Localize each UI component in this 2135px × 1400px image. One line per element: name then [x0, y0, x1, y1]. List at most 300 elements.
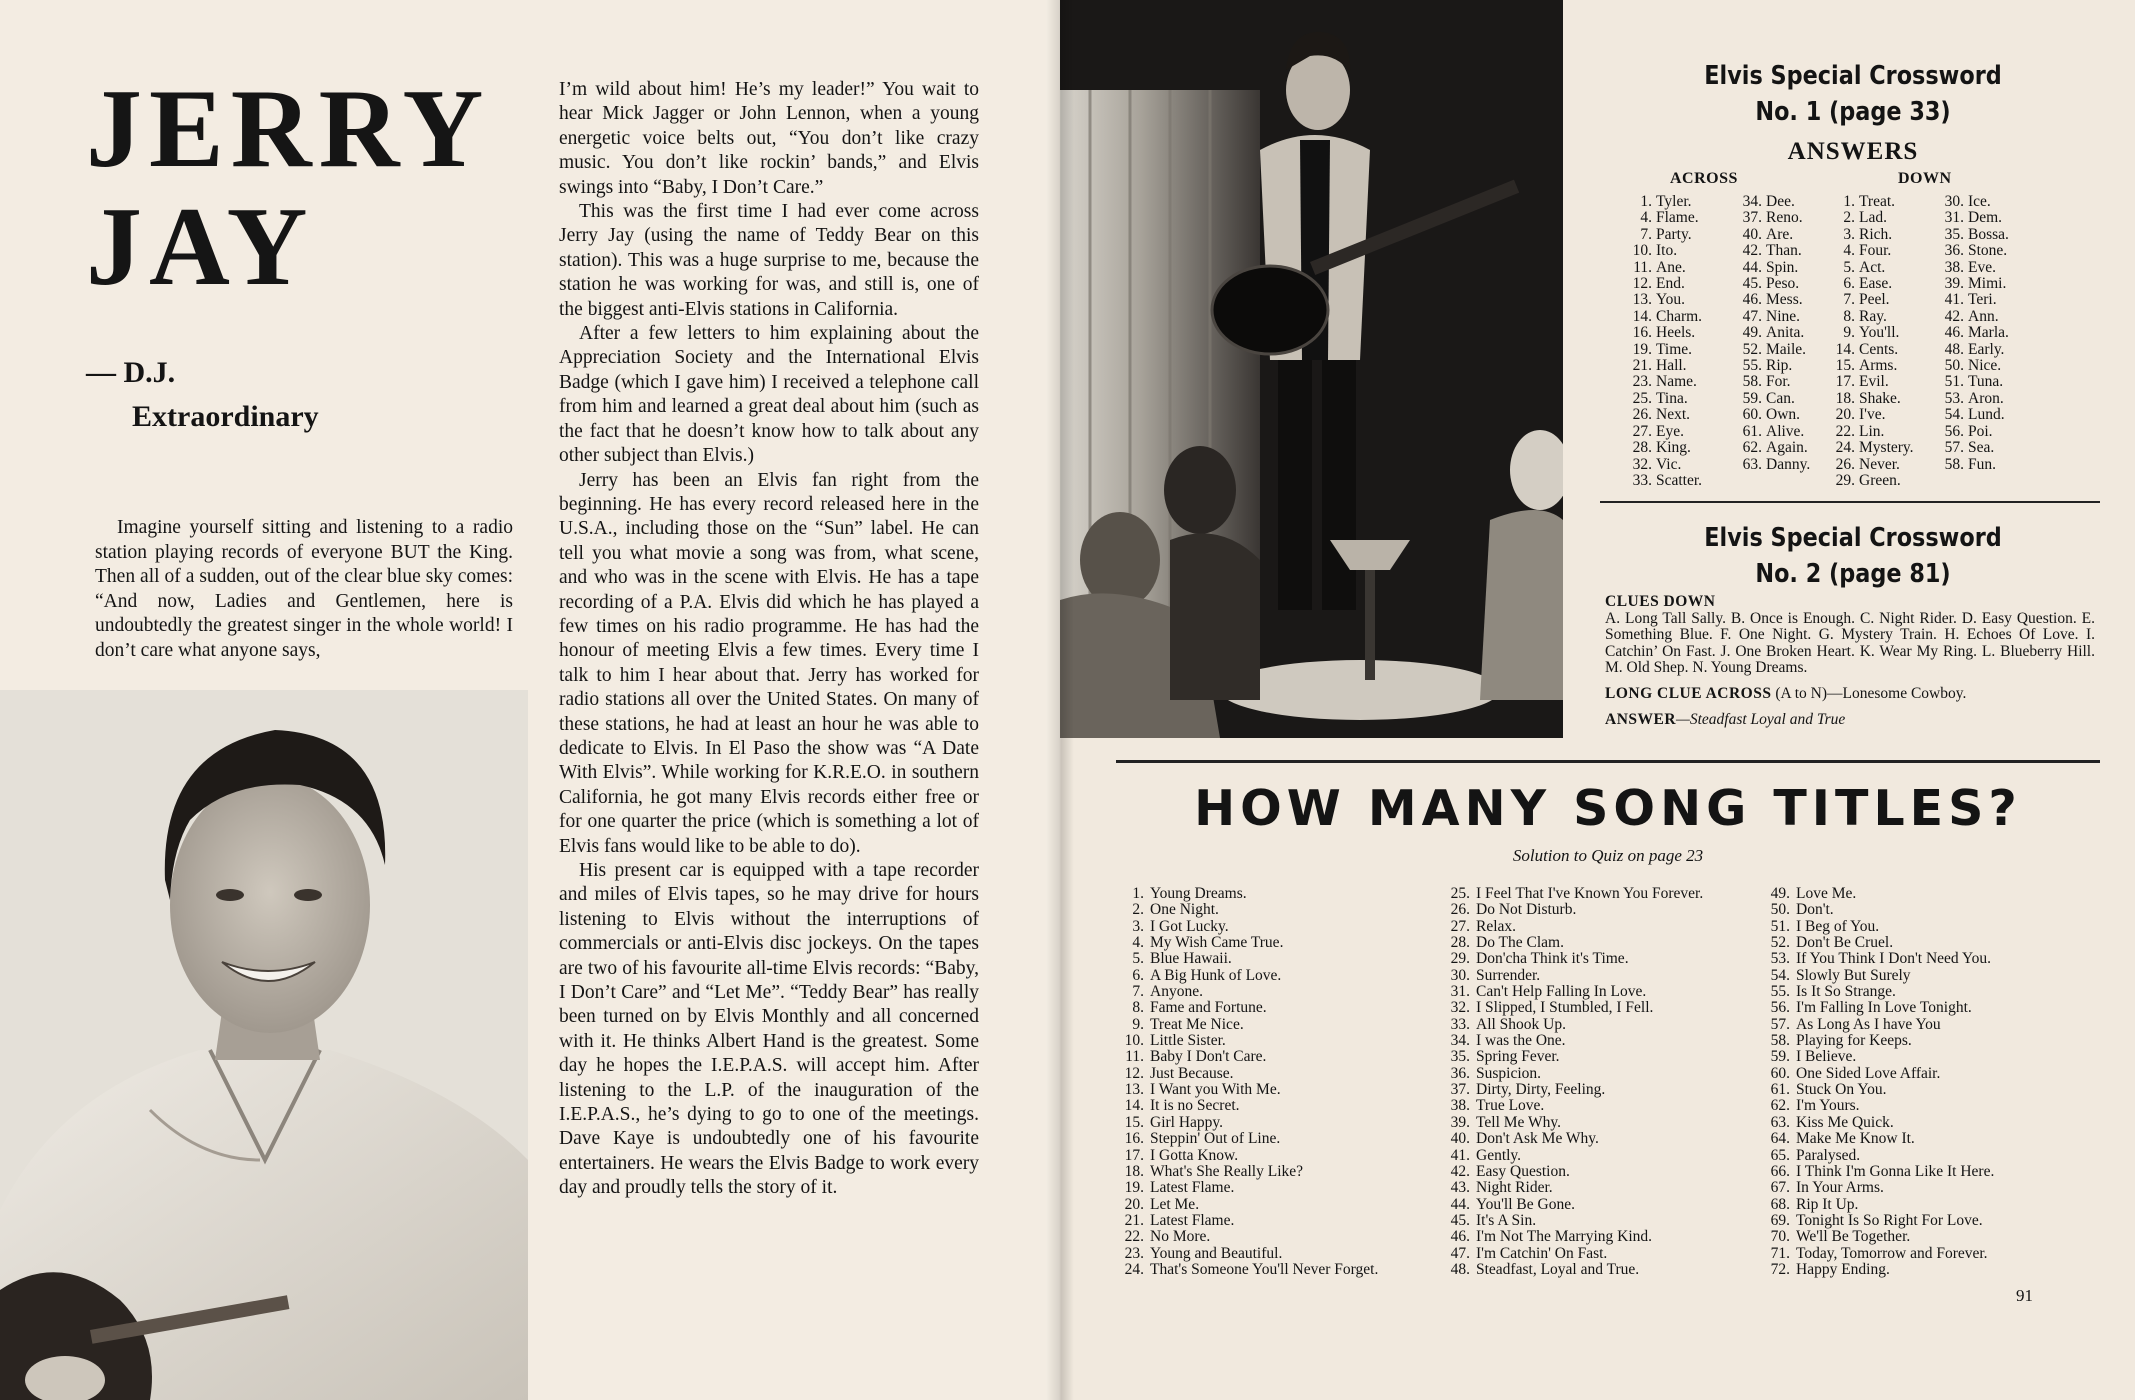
song-title-text: I'm Falling In Love Tonight.: [1796, 999, 1972, 1017]
song-title-text: Little Sister.: [1150, 1032, 1226, 1050]
song-number: 67.: [1770, 1179, 1790, 1197]
song-title-item: [1116, 1115, 1378, 1131]
answer-text: Cents.: [1859, 340, 1899, 358]
answer-text: For.: [1766, 373, 1791, 391]
song-title-item: [1442, 1082, 1703, 1098]
song-title-item: [1762, 1115, 1994, 1131]
crossword2-clues: [1605, 594, 2095, 728]
song-title-text: I'm Not The Marrying Kind.: [1476, 1228, 1652, 1246]
song-title-item: [1762, 935, 1994, 951]
song-title-text: I Think I'm Gonna Like It Here.: [1796, 1162, 1995, 1180]
song-title-item: [1116, 1098, 1378, 1114]
answer-text: Spin.: [1766, 258, 1799, 276]
song-title-text: As Long As I have You: [1796, 1015, 1941, 1033]
clue-number: 3.: [1843, 225, 1855, 243]
answer-item: [1823, 260, 1914, 276]
song-number: 54.: [1770, 966, 1790, 984]
clue-number: 60.: [1742, 406, 1762, 424]
title-line-2: JAY: [86, 185, 315, 309]
clue-number: 6.: [1843, 275, 1855, 293]
answer-text: Danny.: [1766, 455, 1811, 473]
song-title-text: Happy Ending.: [1796, 1260, 1890, 1278]
song-title-item: [1442, 1000, 1703, 1016]
song-number: 3.: [1132, 917, 1144, 935]
song-number: 50.: [1770, 901, 1790, 919]
song-number: 23.: [1124, 1244, 1144, 1262]
song-number: 27.: [1450, 917, 1470, 935]
song-title-item: [1762, 984, 1994, 1000]
song-title-text: We'll Be Together.: [1796, 1228, 1911, 1246]
answer-text: Poi.: [1968, 422, 1993, 440]
clue-number: 28.: [1632, 439, 1652, 457]
clue-number: 24.: [1835, 439, 1855, 457]
clue-number: 4.: [1640, 209, 1652, 227]
answer-text: Time.: [1656, 340, 1693, 358]
answer-text: Vic.: [1656, 455, 1682, 473]
song-title-text: Blue Hawaii.: [1150, 950, 1232, 968]
answer-text: Peso.: [1766, 275, 1800, 293]
clue-number: 51.: [1944, 373, 1964, 391]
song-number: 29.: [1450, 950, 1470, 968]
clue-number: 63.: [1742, 455, 1762, 473]
song-number: 42.: [1450, 1162, 1470, 1180]
song-title-item: [1116, 1082, 1378, 1098]
quiz-solution-note: Solution to Quiz on page 23: [1512, 846, 1704, 865]
answer-item: [1620, 473, 1702, 489]
answer-text: Green.: [1859, 471, 1901, 489]
long-clue-text: (A to N)—Lonesome Cowboy.: [1775, 684, 1967, 702]
answer-item: [1823, 358, 1914, 374]
right-page: [1060, 0, 2135, 1400]
song-title-item: [1442, 1131, 1703, 1147]
song-title-item: [1442, 1164, 1703, 1180]
clue-number: 21.: [1632, 357, 1652, 375]
answer-item: [1620, 391, 1702, 407]
song-number: 7.: [1132, 983, 1144, 1001]
song-title-text: I Got Lucky.: [1150, 917, 1229, 935]
song-title-text: Night Rider.: [1476, 1179, 1553, 1197]
down-heading: DOWN: [1898, 170, 1952, 187]
answer-text: Tuna.: [1968, 373, 2004, 391]
clue-number: 26.: [1835, 455, 1855, 473]
song-title-item: [1762, 1246, 1994, 1262]
answer-text: Lin.: [1859, 422, 1885, 440]
song-titles-column: [1442, 886, 1703, 1278]
song-title-item: [1116, 1180, 1378, 1196]
answer-text: Ice.: [1968, 193, 1991, 210]
song-title-item: [1116, 1246, 1378, 1262]
answer-item: [1932, 391, 2009, 407]
answers-heading: ANSWERS: [1787, 138, 1919, 165]
answer-item: [1932, 325, 2009, 341]
clue-number: 7.: [1640, 225, 1652, 243]
answer-item: [1932, 374, 2009, 390]
song-title-item: [1116, 886, 1378, 902]
intro-paragraph: Imagine yourself sitting and listening to a radio station playing records of everyone BUT the King. Then all of a sudden, out of the clear blue sky comes: “And now, Ladies and Gentlemen, here is undoubtedly the greatest singer in the whole world! I don’t care what anyone says,: [95, 517, 513, 661]
song-title-item: [1442, 1066, 1703, 1082]
song-number: 24.: [1124, 1260, 1144, 1278]
song-number: 53.: [1770, 950, 1790, 968]
answer-text: Ease.: [1859, 275, 1893, 293]
answer-text: Name.: [1656, 373, 1697, 391]
song-title-text: One Night.: [1150, 901, 1219, 919]
song-title-item: [1762, 1033, 1994, 1049]
song-number: 38.: [1450, 1097, 1470, 1115]
crossword2-title: [1660, 520, 2047, 592]
answer-item: [1823, 243, 1914, 259]
answer-item: [1932, 276, 2009, 292]
song-title-item: [1116, 1229, 1378, 1245]
clue-number: 9.: [1843, 324, 1855, 342]
answer-item: [1620, 440, 1702, 456]
answer-text: Early.: [1968, 340, 2005, 358]
answer-item: [1620, 457, 1702, 473]
song-title-item: [1762, 951, 1994, 967]
song-title-text: Latest Flame.: [1150, 1211, 1235, 1229]
song-title-text: Don't Ask Me Why.: [1476, 1130, 1599, 1148]
song-title-text: No More.: [1150, 1228, 1211, 1246]
song-title-item: [1116, 1197, 1378, 1213]
song-title-item: [1116, 919, 1378, 935]
song-number: 31.: [1450, 983, 1470, 1001]
song-number: 36.: [1450, 1064, 1470, 1082]
song-title-text: Make Me Know It.: [1796, 1130, 1915, 1148]
song-number: 22.: [1124, 1228, 1144, 1246]
clue-number: 20.: [1835, 406, 1855, 424]
song-number: 65.: [1770, 1146, 1790, 1164]
clue-number: 31.: [1944, 209, 1964, 227]
song-title-item: [1116, 1033, 1378, 1049]
song-title-item: [1116, 1164, 1378, 1180]
song-number: 70.: [1770, 1228, 1790, 1246]
song-title-item: [1116, 1148, 1378, 1164]
clue-number: 46.: [1742, 291, 1762, 309]
answer-text: Lad.: [1859, 209, 1887, 227]
song-number: 44.: [1450, 1195, 1470, 1213]
answer-item: [1823, 210, 1914, 226]
answer-text: Arms.: [1859, 357, 1898, 375]
song-number: 68.: [1770, 1195, 1790, 1213]
answer-text: Treat.: [1859, 193, 1896, 210]
song-title-item: [1762, 1000, 1994, 1016]
answer-item: [1730, 407, 1810, 423]
song-number: 43.: [1450, 1179, 1470, 1197]
answer-text: Bossa.: [1968, 225, 2009, 243]
song-title-item: [1762, 1229, 1994, 1245]
song-title-item: [1762, 1164, 1994, 1180]
answer-text: Again.: [1766, 439, 1808, 457]
song-title-item: [1116, 1017, 1378, 1033]
song-number: 63.: [1770, 1113, 1790, 1131]
song-title-item: [1442, 935, 1703, 951]
song-title-text: My Wish Came True.: [1150, 934, 1284, 952]
answer-text: Mimi.: [1968, 275, 2007, 293]
song-title-text: Do Not Disturb.: [1476, 901, 1577, 919]
answer-text: Mess.: [1766, 291, 1803, 309]
answer-text: You'll.: [1859, 324, 1900, 342]
clue-number: 23.: [1632, 373, 1652, 391]
answer-item: [1730, 292, 1810, 308]
page-number: 91: [2016, 1286, 2033, 1305]
song-number: 28.: [1450, 934, 1470, 952]
song-title-item: [1116, 902, 1378, 918]
song-title-item: [1116, 1262, 1378, 1278]
song-title-text: In Your Arms.: [1796, 1179, 1884, 1197]
clue-number: 53.: [1944, 389, 1964, 407]
clue-number: 27.: [1632, 422, 1652, 440]
crossword1-title-line1: Elvis Special Crossword: [1704, 61, 2002, 91]
song-title-item: [1762, 902, 1994, 918]
song-number: 37.: [1450, 1081, 1470, 1099]
answer-item: [1932, 342, 2009, 358]
song-title-text: Tonight Is So Right For Love.: [1796, 1211, 1983, 1229]
song-title-item: [1762, 1131, 1994, 1147]
song-title-text: It's A Sin.: [1476, 1211, 1537, 1229]
song-title-item: [1762, 1049, 1994, 1065]
down-answers-column: [1823, 194, 1914, 489]
answer-item: [1730, 374, 1810, 390]
answer-text: Shake.: [1859, 389, 1901, 407]
clue-number: 49.: [1742, 324, 1762, 342]
answer-text: I've.: [1859, 406, 1886, 424]
song-title-text: Love Me.: [1796, 885, 1857, 902]
across-heading: ACROSS: [1670, 170, 1738, 187]
song-number: 10.: [1124, 1032, 1144, 1050]
song-title-item: [1442, 886, 1703, 902]
answer-text: —Steadfast Loyal and True: [1676, 710, 1846, 728]
song-title-item: [1442, 968, 1703, 984]
long-clue-label: LONG CLUE ACROSS: [1605, 684, 1772, 702]
song-title-text: Young and Beautiful.: [1150, 1244, 1283, 1262]
song-number: 5.: [1132, 950, 1144, 968]
clue-number: 2.: [1843, 209, 1855, 227]
song-title-item: [1442, 1115, 1703, 1131]
song-number: 49.: [1770, 885, 1790, 902]
song-number: 4.: [1132, 934, 1144, 952]
answer-item: [1620, 243, 1702, 259]
answer-text: Fun.: [1968, 455, 1996, 473]
answer-item: [1730, 276, 1810, 292]
clues-down-text: A. Long Tall Sally. B. Once is Enough. C. Night Rider. D. Easy Question. E. Something Blue. F. One Night. G. Mystery Train. H. Echoes Of Love. I. Catchin’ On Fast. J. One Broken Heart. K. Wear My Ring. L. Blueberry Hill. M. Old Shep. N. Young Dreams.: [1605, 609, 2095, 677]
song-number: 57.: [1770, 1015, 1790, 1033]
clue-number: 30.: [1944, 193, 1964, 210]
clue-number: 37.: [1742, 209, 1762, 227]
song-number: 15.: [1124, 1113, 1144, 1131]
answer-item: [1620, 309, 1702, 325]
answer-item: [1730, 457, 1810, 473]
song-number: 72.: [1770, 1260, 1790, 1278]
song-title-text: I Want you With Me.: [1150, 1081, 1281, 1099]
song-title-text: I'm Yours.: [1796, 1097, 1860, 1115]
clue-number: 57.: [1944, 439, 1964, 457]
answer-text: Never.: [1859, 455, 1900, 473]
song-number: 9.: [1132, 1015, 1144, 1033]
answer-text: Act.: [1859, 258, 1886, 276]
answer-item: [1620, 325, 1702, 341]
song-title-text: I was the One.: [1476, 1032, 1566, 1050]
song-number: 48.: [1450, 1260, 1470, 1278]
song-title-text: Treat Me Nice.: [1150, 1015, 1244, 1033]
left-page: [0, 0, 1060, 1400]
answer-item: [1730, 243, 1810, 259]
song-number: 17.: [1124, 1146, 1144, 1164]
clue-number: 16.: [1632, 324, 1652, 342]
clue-number: 7.: [1843, 291, 1855, 309]
answer-item: [1823, 473, 1914, 489]
clue-number: 46.: [1944, 324, 1964, 342]
clue-number: 38.: [1944, 258, 1964, 276]
article-title: [86, 67, 491, 309]
answer-item: [1932, 457, 2009, 473]
crossword2-title-line1: Elvis Special Crossword: [1704, 523, 2002, 553]
song-title-text: If You Think I Don't Need You.: [1796, 950, 1991, 968]
song-number: 25.: [1450, 885, 1470, 902]
song-titles-column: [1116, 886, 1378, 1278]
song-number: 19.: [1124, 1179, 1144, 1197]
clue-number: 18.: [1835, 389, 1855, 407]
song-titles-column: [1762, 886, 1994, 1278]
song-title-text: Let Me.: [1150, 1195, 1200, 1213]
crossword2-title-line2: No. 2 (page 81): [1755, 559, 1951, 589]
clue-number: 14.: [1835, 340, 1855, 358]
answer-item: [1932, 260, 2009, 276]
clue-number: 52.: [1742, 340, 1762, 358]
answer-item: [1823, 292, 1914, 308]
clue-number: 26.: [1632, 406, 1652, 424]
song-title-text: Tell Me Why.: [1476, 1113, 1562, 1131]
song-title-text: I Believe.: [1796, 1048, 1857, 1066]
song-title-item: [1442, 1148, 1703, 1164]
article-paragraph: After a few letters to him explaining about the Appreciation Society and the International Elvis Badge (which I gave him) I received a telephone call from him and learned a great deal about him (such as the fact that he doesn’t know how to talk about any other subject than Elvis.): [559, 323, 979, 467]
song-title-text: Slowly But Surely: [1796, 966, 1911, 984]
answer-item: [1730, 358, 1810, 374]
answer-item: [1620, 292, 1702, 308]
clue-number: 19.: [1632, 340, 1652, 358]
answer-text: Mystery.: [1859, 439, 1914, 457]
answer-text: Than.: [1766, 242, 1802, 260]
song-title-text: Do The Clam.: [1476, 934, 1564, 952]
answer-text: Rich.: [1859, 225, 1893, 243]
song-title-text: I Feel That I've Known You Forever.: [1476, 885, 1704, 902]
song-title-text: Surrender.: [1476, 966, 1541, 984]
song-title-text: Spring Fever.: [1476, 1048, 1560, 1066]
song-title-text: Today, Tomorrow and Forever.: [1796, 1244, 1988, 1262]
answer-text: Nine.: [1766, 307, 1801, 325]
answer-text: Can.: [1766, 389, 1795, 407]
song-title-text: Paralysed.: [1796, 1146, 1861, 1164]
song-number: 52.: [1770, 934, 1790, 952]
title-line-1: JERRY: [86, 67, 491, 191]
clue-number: 56.: [1944, 422, 1964, 440]
song-title-item: [1762, 1213, 1994, 1229]
song-title-item: [1442, 1033, 1703, 1049]
song-number: 30.: [1450, 966, 1470, 984]
answer-text: Tina.: [1656, 389, 1688, 407]
song-number: 39.: [1450, 1113, 1470, 1131]
answer-item: [1730, 260, 1810, 276]
song-title-text: Young Dreams.: [1150, 885, 1247, 902]
answer-item: [1730, 342, 1810, 358]
clue-number: 50.: [1944, 357, 1964, 375]
song-title-text: Baby I Don't Care.: [1150, 1048, 1267, 1066]
elvis-performing-photo: [1060, 0, 1563, 738]
answer-item: [1932, 424, 2009, 440]
answer-item: [1932, 227, 2009, 243]
song-title-item: [1762, 1180, 1994, 1196]
crossword1-title: [1660, 58, 2047, 130]
answer-item: [1932, 407, 2009, 423]
song-title-item: [1762, 886, 1994, 902]
clue-number: 1.: [1843, 193, 1855, 210]
answer-text: Evil.: [1859, 373, 1889, 391]
answer-item: [1620, 358, 1702, 374]
song-number: 35.: [1450, 1048, 1470, 1066]
answer-item: [1823, 276, 1914, 292]
subtitle-line-1: — D.J.: [86, 356, 176, 389]
answer-text: Eye.: [1656, 422, 1684, 440]
song-title-item: [1116, 935, 1378, 951]
song-number: 26.: [1450, 901, 1470, 919]
song-title-text: You'll Be Gone.: [1476, 1195, 1575, 1213]
answer-text: Party.: [1656, 225, 1692, 243]
song-number: 40.: [1450, 1130, 1470, 1148]
song-title-text: Can't Help Falling In Love.: [1476, 983, 1647, 1001]
clue-number: 12.: [1632, 275, 1652, 293]
down-answers-column: [1932, 194, 2009, 473]
clue-number: 25.: [1632, 389, 1652, 407]
clue-number: 41.: [1944, 291, 1964, 309]
song-number: 14.: [1124, 1097, 1144, 1115]
song-title-text: I'm Catchin' On Fast.: [1476, 1244, 1608, 1262]
answer-item: [1730, 325, 1810, 341]
song-number: 47.: [1450, 1244, 1470, 1262]
answer-text: Four.: [1859, 242, 1892, 260]
answer-text: You.: [1656, 291, 1686, 309]
song-title-text: It is no Secret.: [1150, 1097, 1240, 1115]
clue-number: 17.: [1835, 373, 1855, 391]
clue-number: 33.: [1632, 471, 1652, 489]
song-title-text: Rip It Up.: [1796, 1195, 1859, 1213]
clue-number: 11.: [1633, 258, 1652, 276]
song-title-item: [1762, 968, 1994, 984]
clue-number: 40.: [1742, 225, 1762, 243]
song-number: 66.: [1770, 1162, 1790, 1180]
song-number: 64.: [1770, 1130, 1790, 1148]
song-title-text: I Slipped, I Stumbled, I Fell.: [1476, 999, 1654, 1017]
clues-down-label: CLUES DOWN: [1605, 593, 1716, 610]
clue-number: 39.: [1944, 275, 1964, 293]
song-title-item: [1116, 1131, 1378, 1147]
song-title-item: [1116, 1049, 1378, 1065]
song-title-text: Steadfast, Loyal and True.: [1476, 1260, 1640, 1278]
answer-text: Eve.: [1968, 258, 1996, 276]
answer-item: [1932, 358, 2009, 374]
clue-number: 59.: [1742, 389, 1762, 407]
song-title-text: Stuck On You.: [1796, 1081, 1887, 1099]
song-number: 51.: [1770, 917, 1790, 935]
song-title-text: I Gotta Know.: [1150, 1146, 1239, 1164]
article-paragraph: I’m wild about him! He’s my leader!” You wait to hear Mick Jagger or John Lennon, when a young energetic voice belts out, “You don’t like crazy music. You don’t like rockin’ bands,” and Elvis swings into “Baby, I Don’t Care.”: [559, 79, 979, 198]
answer-text: Sea.: [1968, 439, 1995, 457]
subtitle-line-2: Extraordinary: [132, 400, 319, 433]
song-title-item: [1442, 1197, 1703, 1213]
article-body: [559, 78, 979, 1201]
song-title-text: I Beg of You.: [1796, 917, 1880, 935]
song-number: 8.: [1132, 999, 1144, 1017]
answer-item: [1932, 243, 2009, 259]
section-divider: [1116, 760, 2100, 763]
song-title-item: [1762, 1082, 1994, 1098]
